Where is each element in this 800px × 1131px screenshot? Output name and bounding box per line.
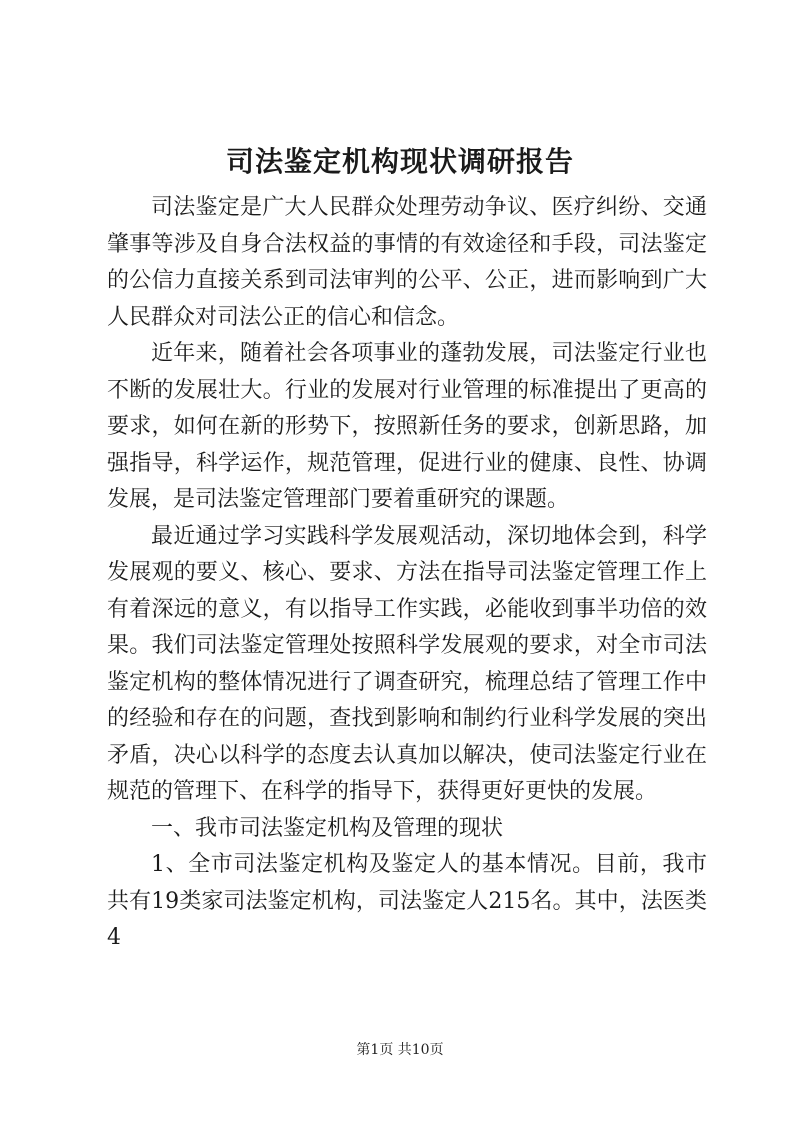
page-indicator: 第1页 共10页	[356, 1042, 444, 1058]
paragraph-intro: 司法鉴定是广大人民群众处理劳动争议、医疗纠纷、交通肇事等涉及自身合法权益的事情的有效途径和手段，司法鉴定的公信力直接关系到司法审判的公平、公正，进而影响到广大人民群众对司法公正的信心和信念。	[107, 195, 707, 330]
document-body	[107, 190, 707, 957]
paragraph-development: 近年来，随着社会各项事业的蓬勃发展，司法鉴定行业也不断的发展壮大。行业的发展对行业管理的标准提出了更高的要求，如何在新的形势下，按照新任务的要求，创新思路，加强指导，科学运作，规范管理，促进行业的健康、良性、协调发展，是司法鉴定管理部门要着重研究的课题。	[107, 341, 707, 512]
paragraph-practice: 最近通过学习实践科学发展观活动，深切地体会到，科学发展观的要义、核心、要求、方法在指导司法鉴定管理工作上有着深远的意义，有以指导工作实践，必能收到事半功倍的效果。我们司法鉴定管理处按照科学发展观的要求，对全市司法鉴定机构的整体情况进行了调查研究，梳理总结了管理工作中的经验和存在的问题，查找到影响和制约行业科学发展的突出矛盾，决心以科学的态度去认真加以解决，使司法鉴定行业在规范的管理下、在科学的指导下，获得更好更快的发展。	[107, 523, 707, 804]
document-title: 司法鉴定机构现状调研报告	[225, 145, 574, 178]
section-heading-1: 一、我市司法鉴定机构及管理的现状	[151, 815, 504, 841]
paragraph-basic-situation: 1、全市司法鉴定机构及鉴定人的基本情况。目前，我市共有19类家司法鉴定机构，司法鉴定人215名。其中，法医类4	[107, 852, 707, 950]
